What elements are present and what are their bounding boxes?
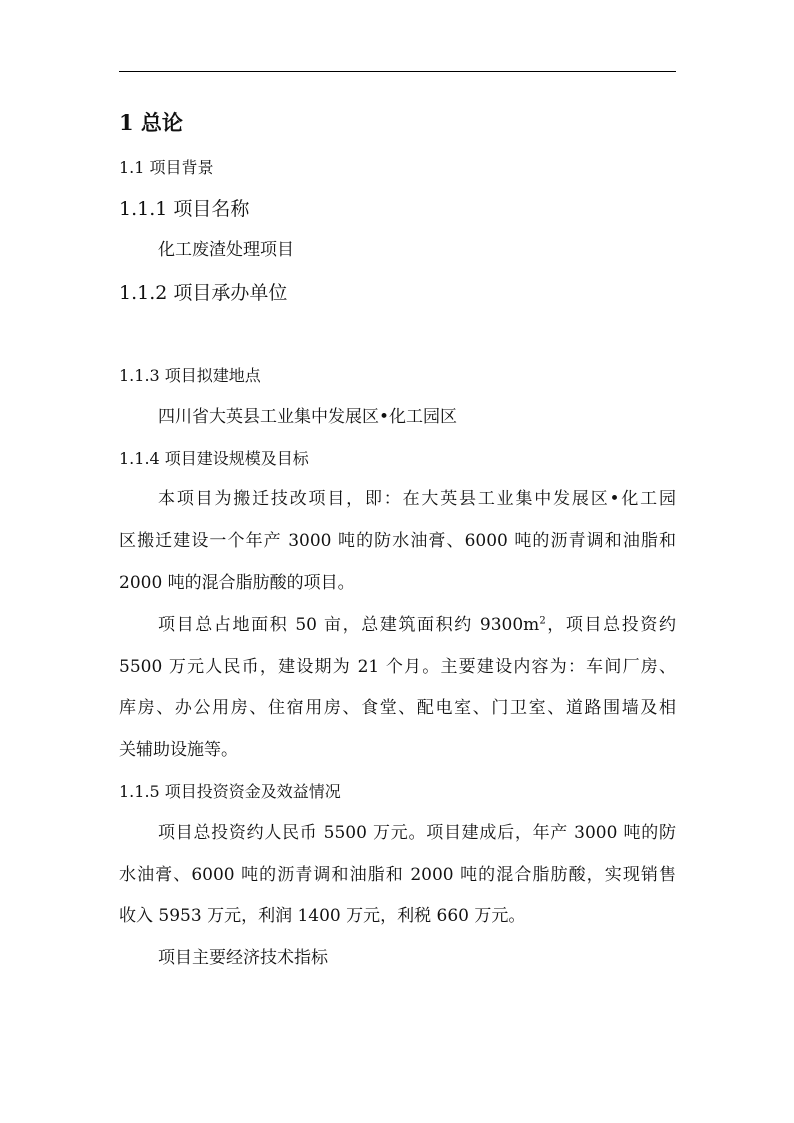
superscript: 2: [539, 615, 546, 627]
section-heading-1-1: 1.1 项目背景: [119, 158, 214, 177]
project-name-text: 化工废渣处理项目: [158, 240, 294, 260]
paragraph-line: 库房、办公用房、住宿用房、食堂、配电室、门卫室、道路围墙及相: [119, 698, 676, 718]
indicators-title: 项目主要经济技术指标: [158, 948, 328, 968]
section-heading-1-1-3: 1.1.3 项目拟建地点: [119, 366, 261, 385]
section-heading-1-1-5: 1.1.5 项目投资资金及效益情况: [119, 782, 341, 801]
location-text: 四川省大英县工业集中发展区•化工园区: [158, 407, 458, 427]
paragraph-line: 收入 5953 万元，利润 1400 万元，利税 660 万元。: [119, 906, 526, 926]
paragraph-text: ，项目总投资约: [545, 615, 676, 635]
section-heading-1-1-1: 1.1.1 项目名称: [119, 198, 250, 220]
paragraph-line: 2000 吨的混合脂肪酸的项目。: [119, 573, 355, 593]
chapter-heading: 1 总论: [119, 110, 183, 135]
paragraph-line: 5500 万元人民币，建设期为 21 个月。主要建设内容为：车间厂房、: [119, 657, 676, 677]
paragraph-line: 项目总投资约人民币 5500 万元。项目建成后，年产 3000 吨的防: [158, 823, 676, 843]
paragraph-line: 本项目为搬迁技改项目，即：在大英县工业集中发展区•化工园: [158, 489, 676, 509]
paragraph-line: 关辅助设施等。: [119, 740, 238, 760]
paragraph-line: 水油膏、6000 吨的沥青调和油脂和 2000 吨的混合脂肪酸，实现销售: [119, 865, 676, 885]
paragraph-line: [158, 617, 676, 634]
paragraph-text: 项目总占地面积 50 亩，总建筑面积约 9300m: [158, 615, 540, 635]
section-heading-1-1-2: 1.1.2 项目承办单位: [119, 282, 288, 304]
paragraph-line: 区搬迁建设一个年产 3000 吨的防水油膏、6000 吨的沥青调和油脂和: [119, 531, 676, 551]
section-heading-1-1-4: 1.1.4 项目建设规模及目标: [119, 449, 309, 468]
header-rule: [119, 71, 676, 72]
